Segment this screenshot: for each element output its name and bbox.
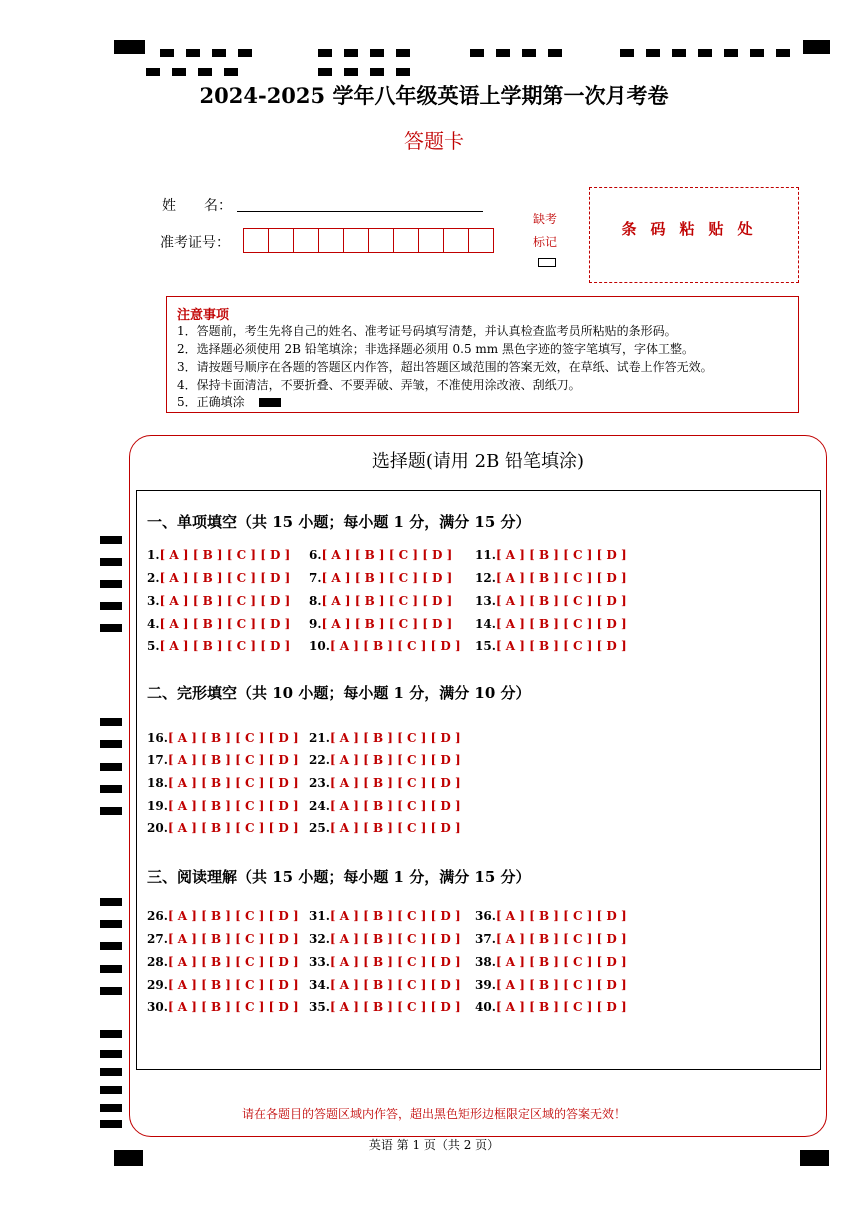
notice-item: 3．请按题号顺序在各题的答题区内作答，超出答题区域范围的答案无效，在草纸、试卷上作答无效。 [177, 360, 713, 374]
question-item[interactable]: 29.[ A ] [ B ] [ C ] [ D ] [147, 978, 299, 992]
exam-id-boxes[interactable] [243, 228, 493, 253]
question-item[interactable]: 21.[ A ] [ B ] [ C ] [ D ] [309, 731, 461, 745]
timing-mark [172, 68, 186, 76]
question-item[interactable]: 38.[ A ] [ B ] [ C ] [ D ] [475, 955, 627, 969]
timing-mark [100, 942, 122, 950]
question-item[interactable]: 3.[ A ] [ B ] [ C ] [ D ] [147, 594, 291, 608]
timing-mark [100, 898, 122, 906]
notice-item: 1．答题前，考生先将自己的姓名、准考证号码填写清楚，并认真检查监考员所粘贴的条形码。 [177, 324, 677, 338]
timing-mark [100, 1086, 122, 1094]
notice-item: 2．选择题必须使用 2B 铅笔填涂；非选择题必须用 0.5 mm 黑色字迹的签字笔填写，字体工整。 [177, 342, 695, 356]
timing-mark [100, 807, 122, 815]
question-item[interactable]: 19.[ A ] [ B ] [ C ] [ D ] [147, 799, 299, 813]
name-field[interactable] [237, 211, 483, 212]
timing-mark [100, 1068, 122, 1076]
question-item[interactable]: 20.[ A ] [ B ] [ C ] [ D ] [147, 821, 299, 835]
question-item[interactable]: 18.[ A ] [ B ] [ C ] [ D ] [147, 776, 299, 790]
question-item[interactable]: 11.[ A ] [ B ] [ C ] [ D ] [475, 548, 627, 562]
question-item[interactable]: 40.[ A ] [ B ] [ C ] [ D ] [475, 1000, 627, 1014]
timing-mark [238, 49, 252, 57]
timing-mark [522, 49, 536, 57]
timing-mark [100, 965, 122, 973]
question-item[interactable]: 30.[ A ] [ B ] [ C ] [ D ] [147, 1000, 299, 1014]
timing-mark [750, 49, 764, 57]
question-item[interactable]: 17.[ A ] [ B ] [ C ] [ D ] [147, 753, 299, 767]
notice-item: 4．保持卡面清洁，不要折叠、不要弄破、弄皱，不准使用涂改液、刮纸刀。 [177, 378, 581, 392]
timing-mark [396, 68, 410, 76]
timing-mark [620, 49, 634, 57]
choice-section-title: 选择题(请用 2B 铅笔填涂) [371, 451, 585, 472]
question-item[interactable]: 4.[ A ] [ B ] [ C ] [ D ] [147, 617, 291, 631]
section-title: 三、阅读理解（共 15 小题；每小题 1 分，满分 15 分） [147, 868, 531, 886]
question-item[interactable]: 37.[ A ] [ B ] [ C ] [ D ] [475, 932, 627, 946]
timing-mark [224, 68, 238, 76]
timing-mark [186, 49, 200, 57]
absent-mark-box[interactable] [538, 258, 556, 267]
question-item[interactable]: 10.[ A ] [ B ] [ C ] [ D ] [309, 639, 461, 653]
timing-mark [776, 49, 790, 57]
timing-mark [100, 1050, 122, 1058]
question-item[interactable]: 23.[ A ] [ B ] [ C ] [ D ] [309, 776, 461, 790]
timing-mark [724, 49, 738, 57]
section-title: 一、单项填空（共 15 小题；每小题 1 分，满分 15 分） [147, 513, 531, 531]
timing-mark [100, 987, 122, 995]
timing-mark [100, 785, 122, 793]
question-item[interactable]: 22.[ A ] [ B ] [ C ] [ D ] [309, 753, 461, 767]
notice-box [166, 296, 799, 413]
question-item[interactable]: 1.[ A ] [ B ] [ C ] [ D ] [147, 548, 291, 562]
question-item[interactable]: 34.[ A ] [ B ] [ C ] [ D ] [309, 978, 461, 992]
timing-mark [100, 580, 122, 588]
question-item[interactable]: 27.[ A ] [ B ] [ C ] [ D ] [147, 932, 299, 946]
warning-text: 请在各题目的答题区域内作答，超出黑色矩形边框限定区域的答案无效！ [241, 1107, 626, 1121]
page-footer: 英语 第 1 页（共 2 页） [368, 1138, 500, 1152]
question-item[interactable]: 25.[ A ] [ B ] [ C ] [ D ] [309, 821, 461, 835]
question-item[interactable]: 15.[ A ] [ B ] [ C ] [ D ] [475, 639, 627, 653]
question-item[interactable]: 26.[ A ] [ B ] [ C ] [ D ] [147, 909, 299, 923]
timing-mark [370, 49, 384, 57]
question-item[interactable]: 28.[ A ] [ B ] [ C ] [ D ] [147, 955, 299, 969]
timing-mark [370, 68, 384, 76]
timing-mark [100, 1030, 122, 1038]
question-item[interactable]: 24.[ A ] [ B ] [ C ] [ D ] [309, 799, 461, 813]
timing-mark [100, 558, 122, 566]
name-label: 姓 名： [162, 198, 232, 214]
timing-mark [672, 49, 686, 57]
page-subtitle: 答题卡 [404, 129, 464, 153]
question-item[interactable]: 39.[ A ] [ B ] [ C ] [ D ] [475, 978, 627, 992]
timing-mark [146, 68, 160, 76]
timing-mark [212, 49, 226, 57]
question-item[interactable]: 7.[ A ] [ B ] [ C ] [ D ] [309, 571, 453, 585]
section-title: 二、完形填空（共 10 小题；每小题 1 分，满分 10 分） [147, 684, 531, 702]
timing-mark [646, 49, 660, 57]
timing-mark [318, 49, 332, 57]
timing-mark [344, 49, 358, 57]
barcode-label: 条码粘贴处 [621, 220, 767, 238]
question-item[interactable]: 6.[ A ] [ B ] [ C ] [ D ] [309, 548, 453, 562]
timing-mark [496, 49, 510, 57]
timing-mark [114, 40, 145, 54]
question-item[interactable]: 31.[ A ] [ B ] [ C ] [ D ] [309, 909, 461, 923]
timing-mark [803, 40, 830, 54]
question-item[interactable]: 33.[ A ] [ B ] [ C ] [ D ] [309, 955, 461, 969]
exam-id-label: 准考证号： [160, 235, 230, 251]
question-item[interactable]: 2.[ A ] [ B ] [ C ] [ D ] [147, 571, 291, 585]
page-title: 2024-2025 学年八年级英语上学期第一次月考卷 [199, 83, 669, 108]
timing-mark [198, 68, 212, 76]
question-item[interactable]: 14.[ A ] [ B ] [ C ] [ D ] [475, 617, 627, 631]
notice-item-fill-example: 5．正确填涂 [177, 393, 281, 410]
timing-mark [160, 49, 174, 57]
question-item[interactable]: 9.[ A ] [ B ] [ C ] [ D ] [309, 617, 453, 631]
timing-mark [698, 49, 712, 57]
question-item[interactable]: 36.[ A ] [ B ] [ C ] [ D ] [475, 909, 627, 923]
absent-mark-label: 缺考 标记 [533, 212, 558, 249]
timing-mark [548, 49, 562, 57]
timing-mark [100, 602, 122, 610]
timing-mark [100, 920, 122, 928]
question-item[interactable]: 5.[ A ] [ B ] [ C ] [ D ] [147, 639, 291, 653]
filled-mark-example [259, 398, 281, 407]
timing-mark [100, 763, 122, 771]
timing-mark [344, 68, 358, 76]
question-item[interactable]: 32.[ A ] [ B ] [ C ] [ D ] [309, 932, 461, 946]
timing-mark [100, 718, 122, 726]
timing-mark [100, 624, 122, 632]
timing-mark [470, 49, 484, 57]
notice-title: 注意事项 [177, 308, 230, 323]
question-item[interactable]: 12.[ A ] [ B ] [ C ] [ D ] [475, 571, 627, 585]
timing-mark [100, 740, 122, 748]
question-item[interactable]: 8.[ A ] [ B ] [ C ] [ D ] [309, 594, 453, 608]
timing-mark [396, 49, 410, 57]
timing-mark [100, 536, 122, 544]
question-item[interactable]: 13.[ A ] [ B ] [ C ] [ D ] [475, 594, 627, 608]
barcode-area [589, 187, 799, 283]
timing-mark [318, 68, 332, 76]
question-item[interactable]: 35.[ A ] [ B ] [ C ] [ D ] [309, 1000, 461, 1014]
question-item[interactable]: 16.[ A ] [ B ] [ C ] [ D ] [147, 731, 299, 745]
